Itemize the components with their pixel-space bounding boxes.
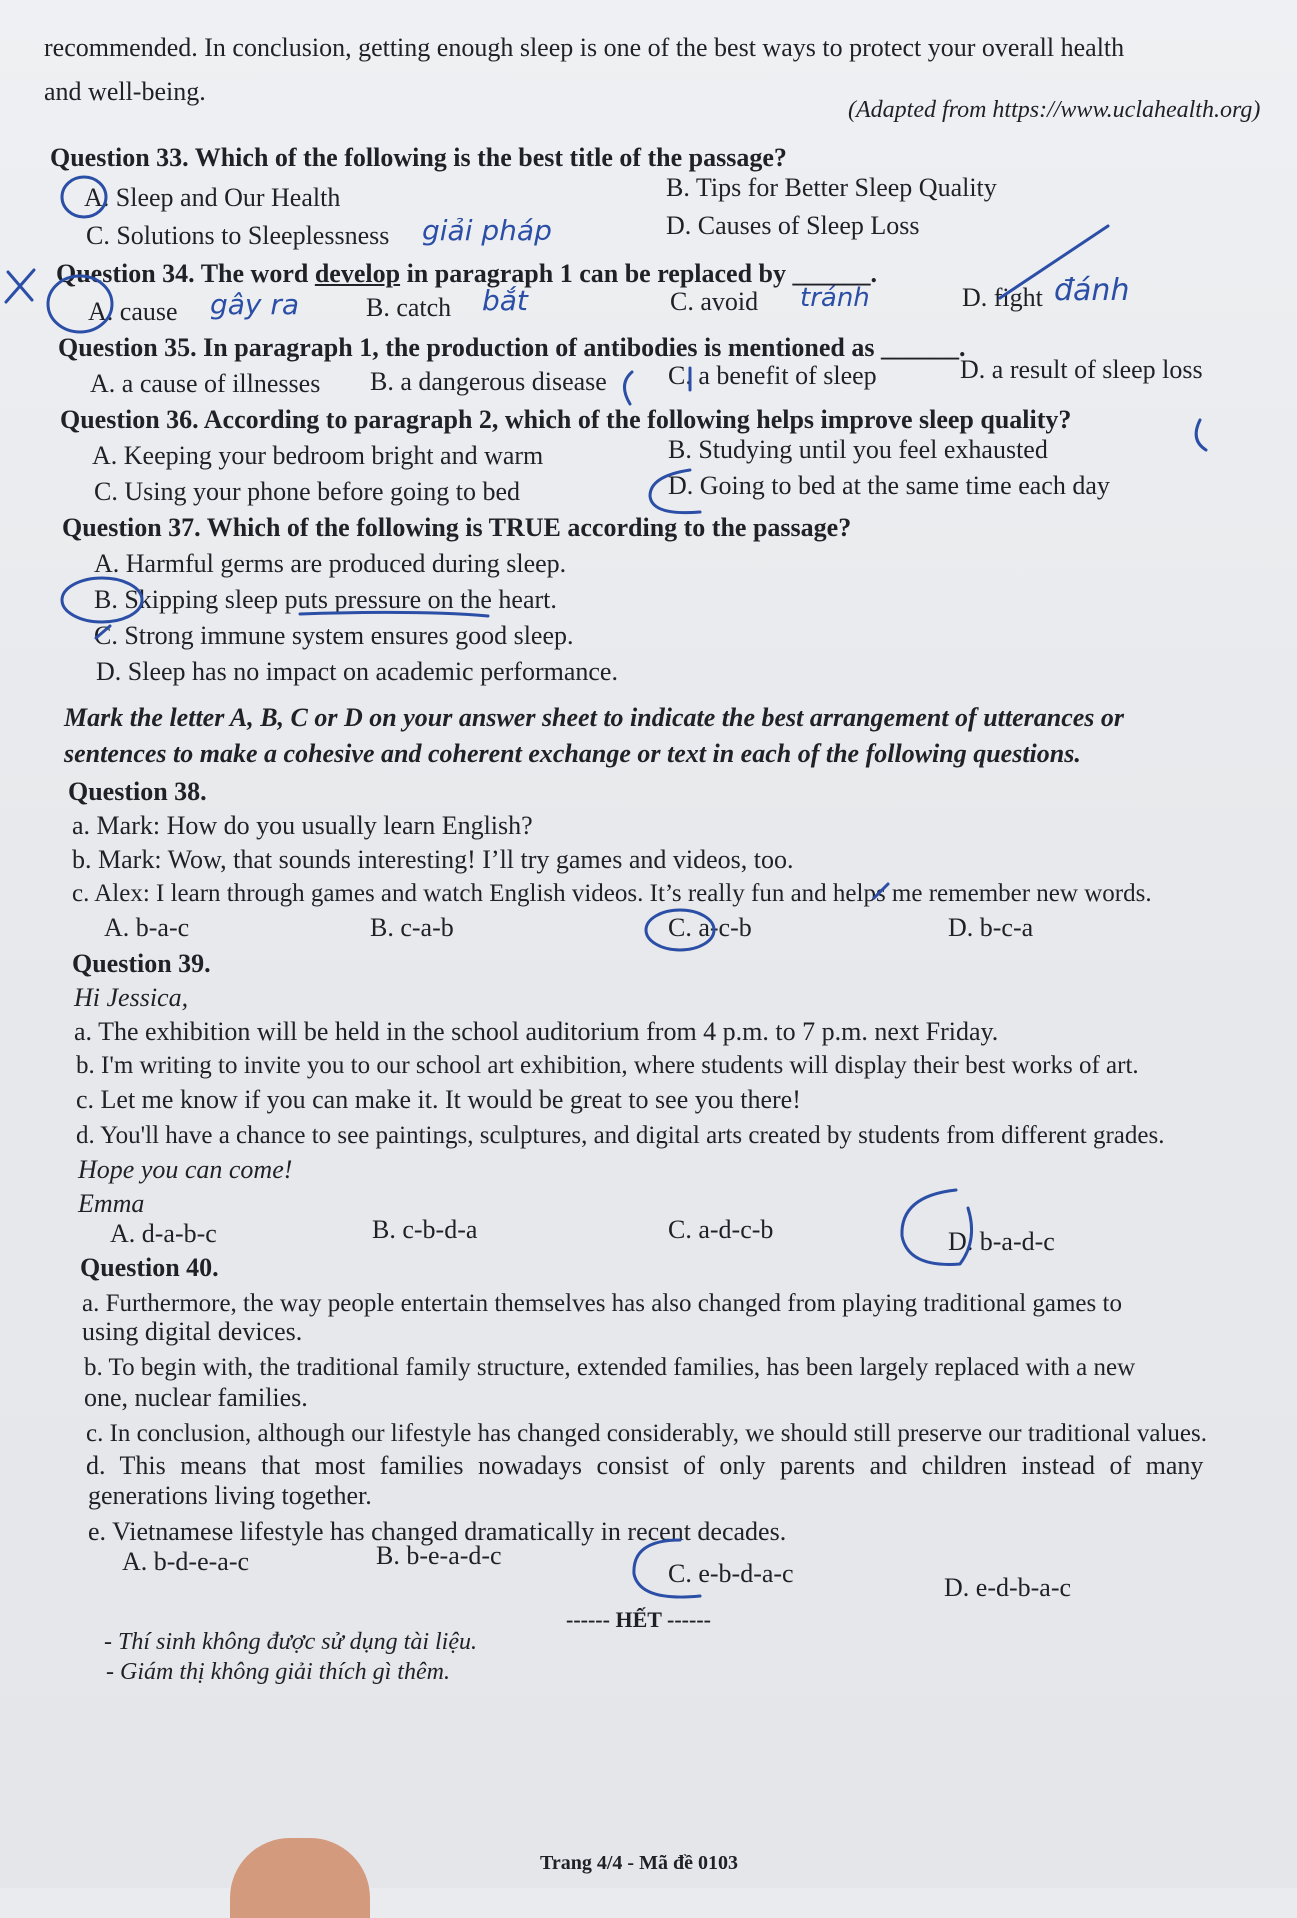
photographer-thumb (230, 1838, 370, 1918)
q35-option-d: D. a result of sleep loss (960, 355, 1203, 384)
q38-sentence-b: b. Mark: Wow, that sounds interesting! I’ll try games and videos, too. (72, 845, 794, 874)
q40-sentence-c: c. In conclusion, although our lifestyle has changed considerably, we should still preserve our traditional values. (86, 1420, 1207, 1447)
q34-option-a: A. cause (88, 297, 178, 326)
q36-option-d: D. Going to bed at the same time each day (668, 471, 1110, 500)
q39-option-a: A. d-a-b-c (110, 1219, 217, 1248)
instruction-line-2: sentences to make a cohesive and coherent exchange or text in each of the following questions. (64, 739, 1081, 768)
question-37-stem: Question 37. Which of the following is TRUE according to the passage? (62, 513, 852, 542)
q40-sentence-a-line1: a. Furthermore, the way people entertain themselves has also changed from playing traditional games to (82, 1290, 1122, 1317)
q39-sentence-a: a. The exhibition will be held in the school auditorium from 4 p.m. to 7 p.m. next Friday. (74, 1017, 999, 1046)
question-35-stem: Question 35. In paragraph 1, the production of antibodies is mentioned as ______. (58, 333, 966, 362)
q34-note-c: tránh (800, 283, 870, 313)
q40-option-b: B. b-e-a-d-c (376, 1541, 502, 1570)
source-citation: (Adapted from https://www.uclahealth.org) (848, 97, 1261, 123)
q39-sentence-d: d. You'll have a chance to see paintings, sculptures, and digital arts created by students from different grades. (76, 1122, 1165, 1149)
q33-handwritten-note: giải pháp (422, 214, 552, 247)
q36-option-b: B. Studying until you feel exhausted (668, 435, 1048, 464)
question-39-title: Question 39. (72, 949, 211, 978)
q34-stem-post: in paragraph 1 can be replaced by ______. (400, 259, 878, 288)
question-36-stem: Question 36. According to paragraph 2, which of the following helps improve sleep quality? (60, 405, 1072, 434)
q35-option-b: B. a dangerous disease (370, 367, 607, 396)
q34-option-c: C. avoid (670, 287, 759, 316)
q39-option-b: B. c-b-d-a (372, 1215, 478, 1244)
q40-sentence-b-line1: b. To begin with, the traditional family structure, extended families, has been largely replaced with a new (84, 1354, 1136, 1381)
q40-option-c: C. e-b-d-a-c (668, 1559, 794, 1588)
q40-sentence-d-line2: generations living together. (88, 1481, 372, 1510)
q35-option-a: A. a cause of illnesses (90, 369, 321, 398)
q38-sentence-a: a. Mark: How do you usually learn English? (72, 811, 533, 840)
question-33-stem: Question 33. Which of the following is the best title of the passage? (50, 143, 787, 172)
q39-signature: Emma (78, 1189, 145, 1218)
q40-option-a: A. b-d-e-a-c (122, 1547, 250, 1576)
q40-sentence-a-line2: using digital devices. (82, 1317, 303, 1346)
q33-option-a: A. Sleep and Our Health (84, 183, 341, 212)
passage-end-line-2: and well-being. (44, 77, 206, 106)
candidate-note: - Thí sinh không được sử dụng tài liệu. (104, 1629, 477, 1655)
q34-note-a: gây ra (210, 288, 300, 321)
q35-bracket-mark (624, 372, 632, 404)
q38-option-b: B. c-a-b (370, 913, 454, 942)
q39-sentence-c: c. Let me know if you can make it. It would be great to see you there! (76, 1085, 801, 1114)
q39-greeting: Hi Jessica, (74, 983, 189, 1012)
question-40-title: Question 40. (80, 1253, 219, 1282)
wrong-mark-x-icon (6, 270, 34, 302)
instruction-line-1: Mark the letter A, B, C or D on your answer sheet to indicate the best arrangement of utterances or (64, 703, 1125, 732)
q37-option-a: A. Harmful germs are produced during sleep. (94, 549, 567, 578)
q33-option-c: C. Solutions to Sleeplessness (86, 221, 390, 250)
q40-sentence-e: e. Vietnamese lifestyle has changed dramatically in recent decades. (88, 1517, 787, 1546)
passage-end-line-1: recommended. In conclusion, getting enough sleep is one of the best ways to protect your overall health (44, 33, 1125, 62)
q38-option-c: C. a-c-b (668, 913, 752, 942)
q34-note-b: bắt (482, 284, 528, 317)
q38-sentence-c: c. Alex: I learn through games and watch English videos. It’s really fun and helps me remember new words. (72, 880, 1152, 907)
q38-option-a: A. b-a-c (104, 913, 190, 942)
q37-option-b: B. Skipping sleep puts pressure on the heart. (94, 585, 557, 614)
q36-option-a: A. Keeping your bedroom bright and warm (92, 441, 544, 470)
q39-sentence-b: b. I'm writing to invite you to our school art exhibition, where students will display their best works of art. (76, 1052, 1139, 1079)
q36-option-c: C. Using your phone before going to bed (94, 477, 521, 506)
q35-option-c: C. a benefit of sleep (668, 361, 877, 390)
q34-note-d: đánh (1054, 273, 1130, 308)
question-38-title: Question 38. (68, 777, 207, 806)
q37-option-c: C. Strong immune system ensures good sleep. (94, 621, 574, 650)
q34-target-word: develop (314, 259, 401, 288)
q40-option-d: D. e-d-b-a-c (944, 1573, 1072, 1602)
q40-sentence-b-line2: one, nuclear families. (84, 1383, 308, 1412)
proctor-note: - Giám thị không giải thích gì thêm. (106, 1659, 450, 1685)
q33-option-d: D. Causes of Sleep Loss (666, 211, 920, 240)
q39-closing: Hope you can come! (78, 1155, 293, 1184)
q39-option-c: C. a-d-c-b (668, 1215, 774, 1244)
q38-option-d: D. b-c-a (948, 913, 1034, 942)
q36-edge-mark (1196, 420, 1206, 450)
q34-option-d: D. fight (962, 283, 1043, 312)
q34-option-b: B. catch (366, 293, 452, 322)
q33-option-b: B. Tips for Better Sleep Quality (666, 173, 997, 202)
q37-option-d: D. Sleep has no impact on academic performance. (96, 657, 618, 686)
q39-option-d: D. b-a-d-c (948, 1227, 1055, 1256)
q40-sentence-d-line1: d. This means that most families nowadays consist of only parents and children instead of many (86, 1451, 1204, 1480)
q34-stem-pre: Question 34. The word (56, 259, 315, 288)
page-footer: Trang 4/4 - Mã đề 0103 (540, 1852, 738, 1874)
end-marker: ------ HẾT ------ (566, 1607, 711, 1632)
